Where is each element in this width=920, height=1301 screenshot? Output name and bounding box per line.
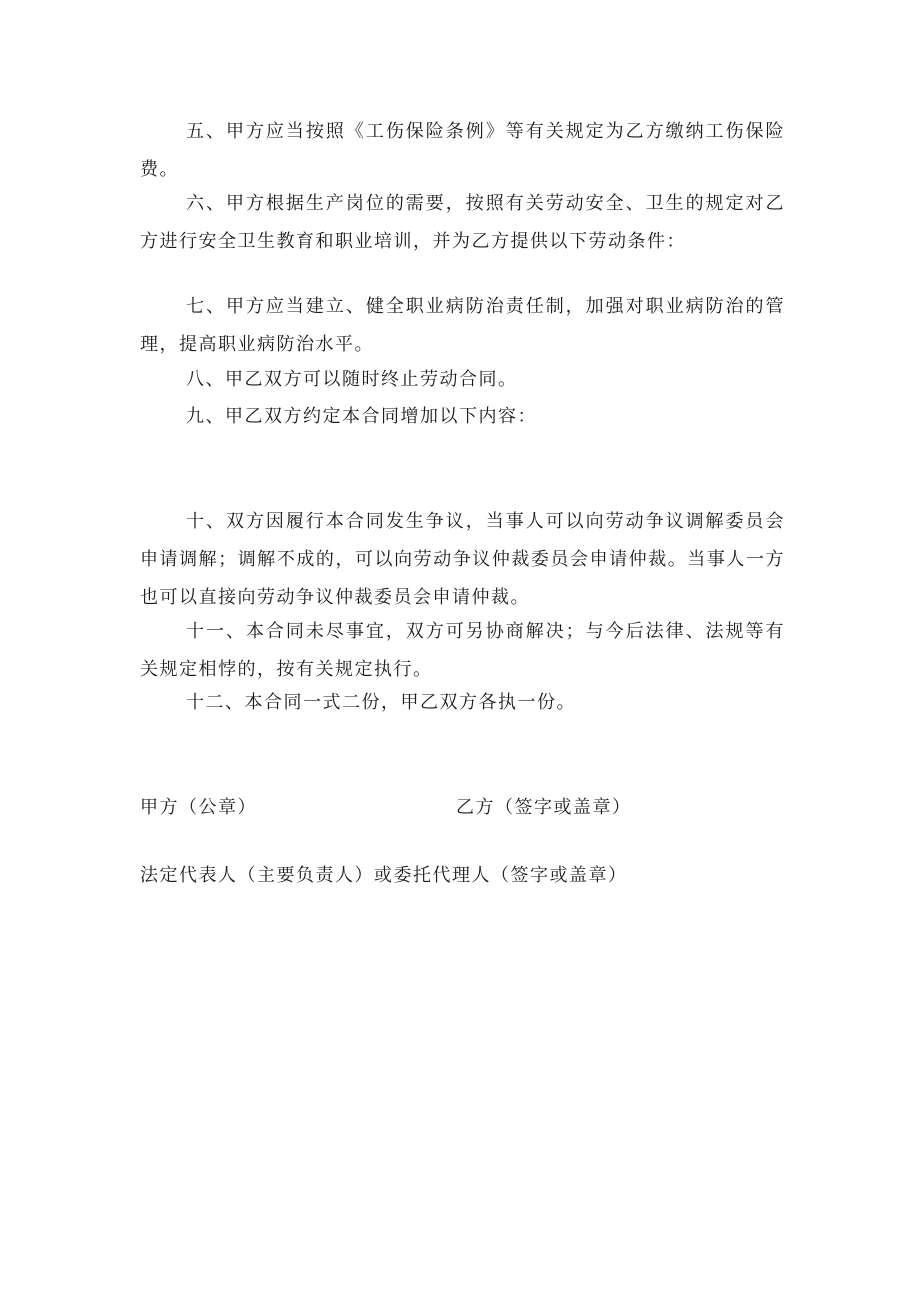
- party-b-signature-label: 乙方（签字或盖章）: [456, 797, 632, 818]
- clause-12: 十二、本合同一式二份，甲乙双方各执一份。: [186, 692, 576, 713]
- clause-5: 五、甲方应当按照《工伤保险条例》等有关规定为乙方缴纳工伤保险费。: [140, 121, 785, 180]
- representative-signature-label: 法定代表人（主要负责人）或委托代理人（签字或盖章）: [140, 865, 628, 886]
- clause-9: 九、甲乙双方约定本合同增加以下内容：: [186, 406, 537, 427]
- clause-11: 十一、本合同未尽事宜，双方可另协商解决；与今后法律、法规等有关规定相悖的，按有关规定执行。: [140, 621, 785, 680]
- clause-8: 八、甲乙双方可以随时终止劳动合同。: [186, 369, 518, 390]
- clause-7: 七、甲方应当建立、健全职业病防治责任制，加强对职业病防治的管理，提高职业病防治水平。: [140, 296, 785, 355]
- party-a-signature-label: 甲方（公章）: [140, 797, 257, 818]
- clause-10: 十、双方因履行本合同发生争议，当事人可以向劳动争议调解委员会申请调解；调解不成的，可以向劳动争议仲裁委员会申请仲裁。当事人一方也可以直接向劳动争议仲裁委员会申请仲裁。: [140, 511, 785, 608]
- clause-6: 六、甲方根据生产岗位的需要，按照有关劳动安全、卫生的规定对乙方进行安全卫生教育和职业培训，并为乙方提供以下劳动条件：: [140, 193, 785, 252]
